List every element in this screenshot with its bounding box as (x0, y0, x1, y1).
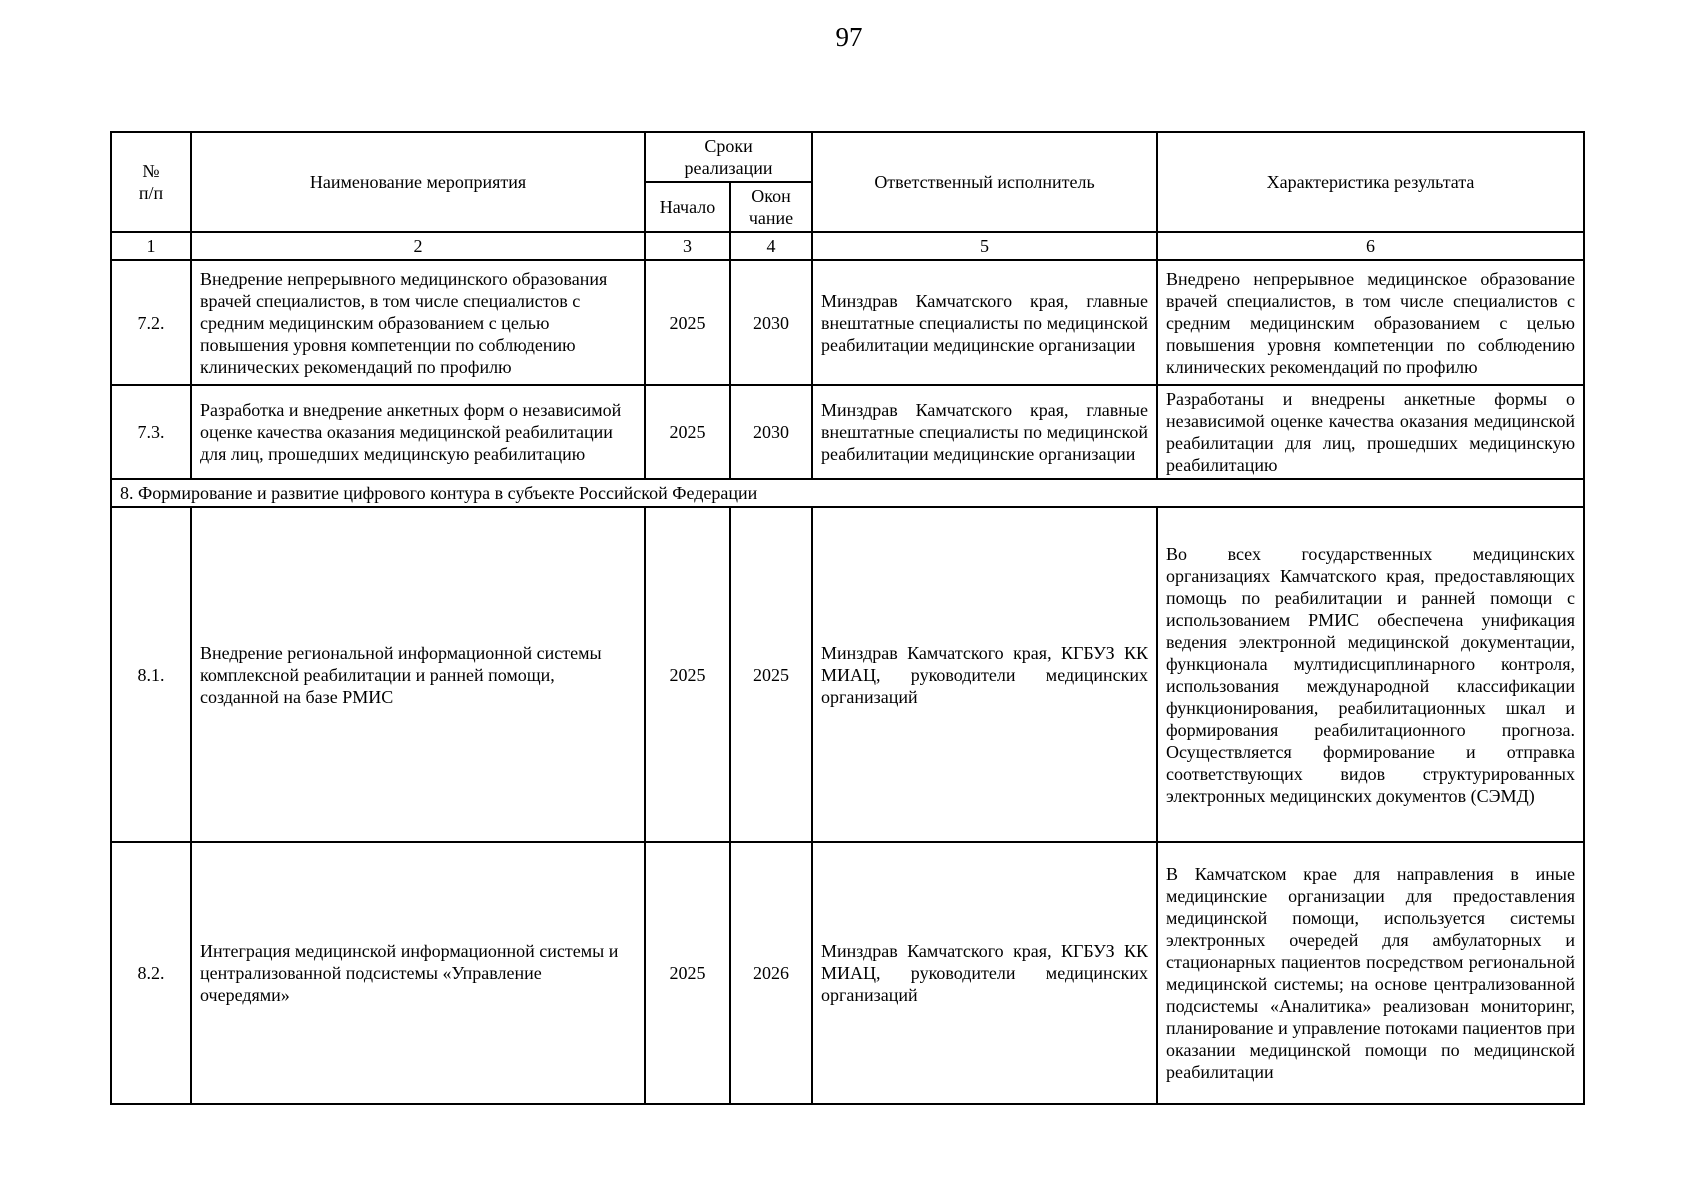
column-index-5: 5 (812, 232, 1157, 260)
cell-name: Интеграция медицинской информационной системы и централизованной подсистемы «Управление очередями» (191, 842, 645, 1104)
cell-start-year: 2025 (645, 842, 730, 1104)
table-header-row-1 (111, 132, 1584, 182)
table-row-8-1 (111, 507, 1584, 842)
col-header-executor: Ответственный исполнитель (812, 132, 1157, 232)
cell-name: Разработка и внедрение анкетных форм о независимой оценке качества оказания медицинской реабилитации для лиц, прошедших медицинскую реабилитацию (191, 385, 645, 479)
cell-num: 8.1. (111, 507, 191, 842)
cell-executor: Минздрав Камчатского края, КГБУЗ КК МИАЦ, руководители медицинских организаций (812, 507, 1157, 842)
cell-num: 7.3. (111, 385, 191, 479)
cell-num: 7.2. (111, 260, 191, 385)
cell-start-year: 2025 (645, 507, 730, 842)
cell-start-year: 2025 (645, 260, 730, 385)
cell-end-year: 2030 (730, 260, 812, 385)
page-number: 97 (835, 22, 863, 52)
cell-end-year: 2025 (730, 507, 812, 842)
col-header-start: Начало (645, 182, 730, 232)
cell-result: В Камчатском крае для направления в иные медицинские организации для предоставления медицинской помощи, используется системы электронных очередей для амбулаторных и стационарных пациентов посредством региональной медицинской системы; на основе централизованной подсистемы «Аналитика» реализован мониторинг, планирование и управление потоками пациентов при оказании медицинской помощи по медицинской реабилитации (1157, 842, 1584, 1104)
cell-result: Во всех государственных медицинских организациях Камчатского края, предоставляющих помощь по реабилитации и ранней помощи с использованием РМИС обеспечена унификация ведения электронной медицинской документации, функционала мултидисциплинарного контроля, использования международной классификации функционирования, реабилитационных шкал и формирования реабилитационного прогноза. Осуществляется формирование и отправка соответствующих видов структурированных электронных медицинских документов (СЭМД) (1157, 507, 1584, 842)
cell-end-year: 2026 (730, 842, 812, 1104)
col-header-result: Характеристика результата (1157, 132, 1584, 232)
column-index-4: 4 (730, 232, 812, 260)
cell-end-year: 2030 (730, 385, 812, 479)
document-table (110, 131, 1585, 1105)
column-index-3: 3 (645, 232, 730, 260)
cell-executor: Минздрав Камчатского края, главные внештатные специалисты по медицинской реабилитации медицинские организации (812, 260, 1157, 385)
column-index-2: 2 (191, 232, 645, 260)
column-index-6: 6 (1157, 232, 1584, 260)
cell-result: Внедрено непрерывное медицинское образование врачей специалистов, в том числе специалистов с средним медицинским образованием с целью повышения уровня компетенции по соблюдению клинических рекомендаций по профилю (1157, 260, 1584, 385)
cell-num: 8.2. (111, 842, 191, 1104)
table-row-7-3 (111, 385, 1584, 479)
column-index-1: 1 (111, 232, 191, 260)
cell-name: Внедрение региональной информационной системы комплексной реабилитации и ранней помощи, созданной на базе РМИС (191, 507, 645, 842)
cell-executor: Минздрав Камчатского края, КГБУЗ КК МИАЦ, руководители медицинских организаций (812, 842, 1157, 1104)
cell-name: Внедрение непрерывного медицинского образования врачей специалистов, в том числе специалистов с средним медицинским образованием с целью повышения уровня компетенции по соблюдению клинических рекомендаций по профилю (191, 260, 645, 385)
col-header-num: № п/п (111, 132, 191, 232)
col-header-name: Наименование мероприятия (191, 132, 645, 232)
cell-start-year: 2025 (645, 385, 730, 479)
cell-result: Разработаны и внедрены анкетные формы о независимой оценке качества оказания медицинской реабилитации для лиц, прошедших медицинскую реабилитацию (1157, 385, 1584, 479)
col-header-end: Окон чание (730, 182, 812, 232)
section-title: 8. Формирование и развитие цифрового контура в субъекте Российской Федерации (111, 479, 1584, 507)
cell-executor: Минздрав Камчатского края, главные внештатные специалисты по медицинской реабилитации медицинские организации (812, 385, 1157, 479)
column-index-row (111, 232, 1584, 260)
col-header-terms: Сроки реализации (645, 132, 812, 182)
table-row-7-2 (111, 260, 1584, 385)
table-row-8-2 (111, 842, 1584, 1104)
section-row (111, 479, 1584, 507)
